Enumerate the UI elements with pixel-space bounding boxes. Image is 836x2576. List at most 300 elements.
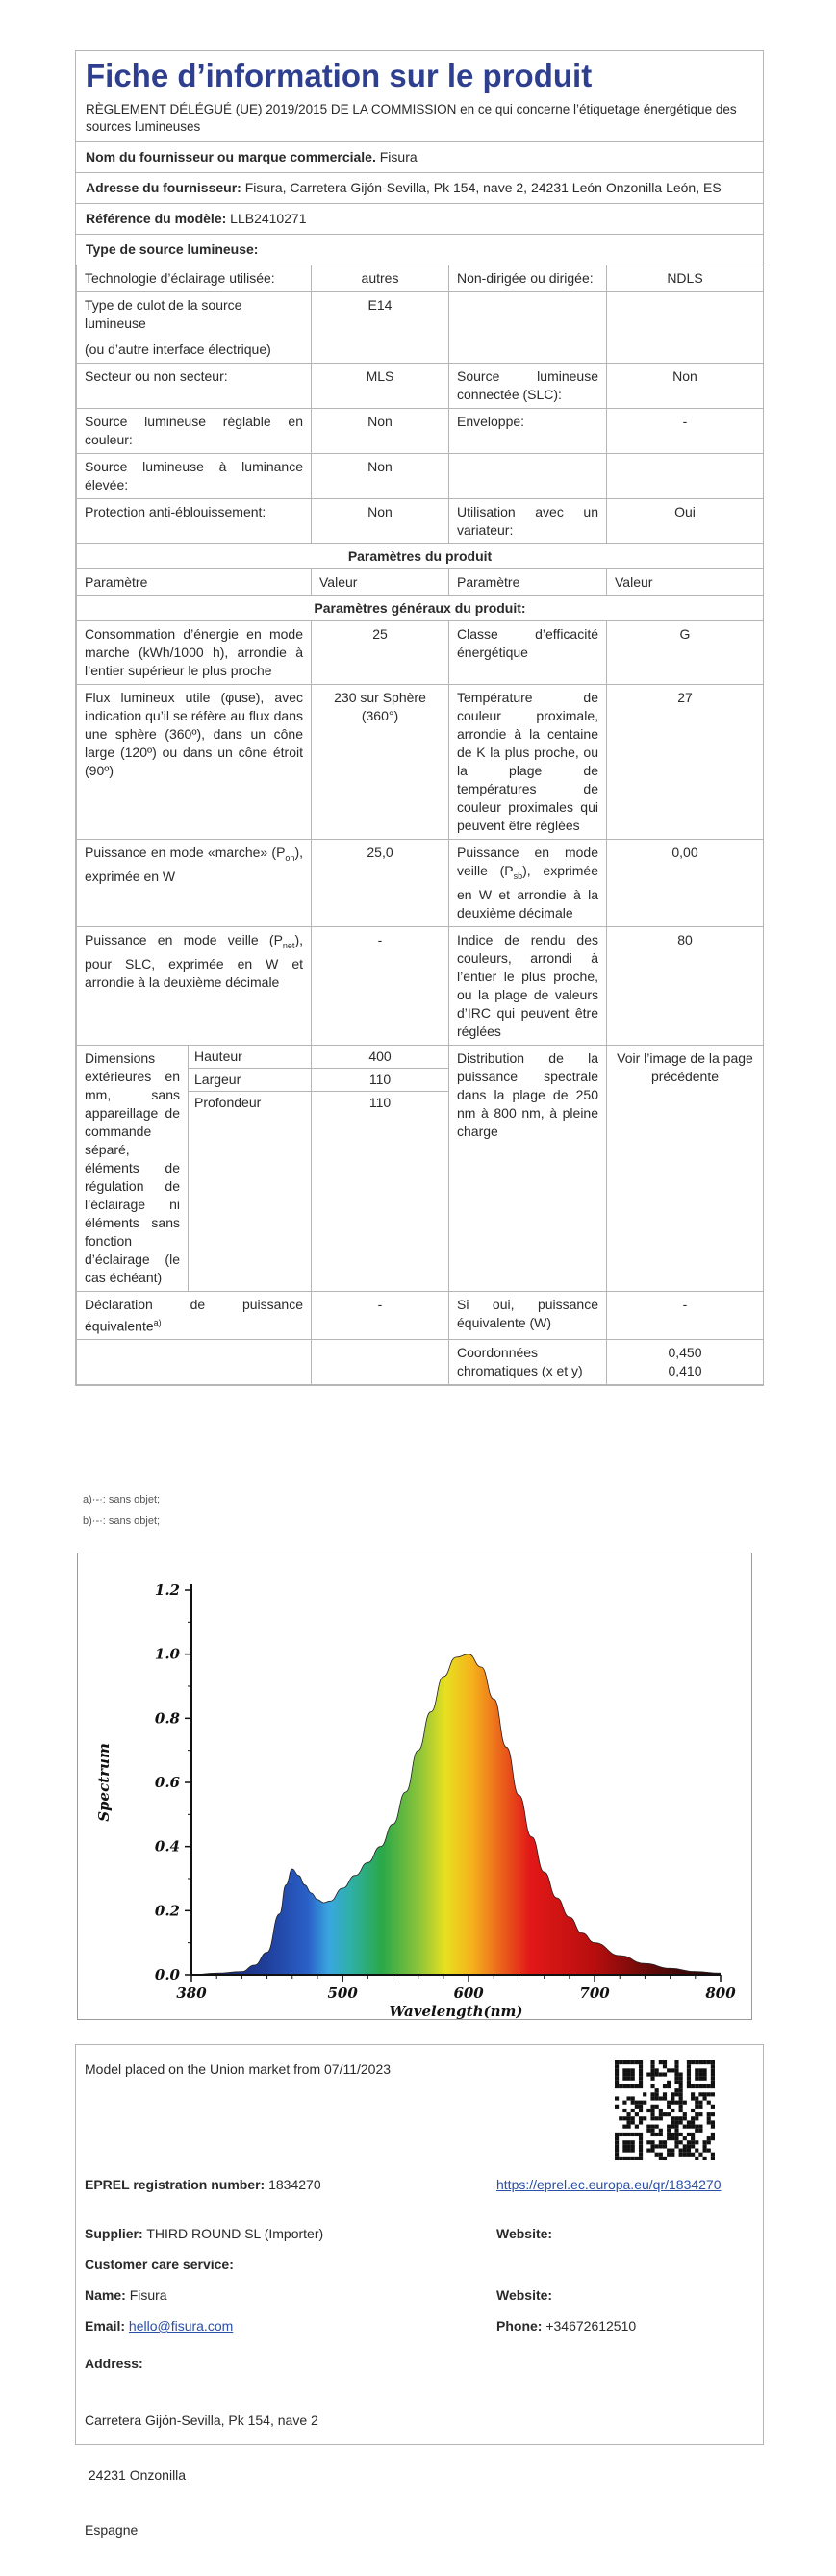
standby-value: 0,00 (607, 840, 764, 927)
y-tick-label: 1.2 (154, 1581, 180, 1599)
address-line: Espagne (85, 2522, 139, 2538)
efficiency-class-value: G (607, 621, 764, 685)
y-tick-label: 0.0 (154, 1966, 180, 1983)
qr-module (671, 2133, 674, 2136)
source-label: Non-dirigée ou dirigée: (449, 265, 607, 292)
qr-module (622, 2157, 626, 2160)
qr-module (695, 2096, 698, 2100)
qr-module (615, 2133, 619, 2136)
qr-module (691, 2116, 695, 2120)
qr-module (619, 2116, 622, 2120)
qr-module (663, 2092, 667, 2096)
source-label: Technologie d’éclairage utilisée: (77, 265, 312, 292)
cri-label: Indice de rendu des couleurs, arrondi à l’entier le plus proche, ou la plage de valeurs d’IRC qui peuvent être réglées (449, 926, 607, 1045)
qr-module (679, 2116, 683, 2120)
model-reference-value: LLB2410271 (230, 211, 307, 226)
qr-module (626, 2125, 630, 2129)
qr-module (671, 2101, 674, 2105)
table-row (77, 926, 764, 1045)
table-row (77, 685, 764, 840)
regulation-subtitle: RÈGLEMENT DÉLÉGUÉ (UE) 2019/2015 DE LA COMMISSION en ce qui concerne l’étiquetage énergétique des sources lumineuses (86, 102, 737, 134)
qr-module (650, 2060, 654, 2064)
qr-module (711, 2125, 715, 2129)
qr-module (639, 2140, 643, 2144)
qr-module (622, 2060, 626, 2064)
qr-module (667, 2068, 671, 2072)
qr-module (698, 2092, 702, 2096)
customer-care-label: Customer care service: (85, 2257, 234, 2272)
qr-module (659, 2144, 663, 2148)
qr-module (659, 2133, 663, 2136)
qr-module (695, 2077, 698, 2081)
qr-module (655, 2125, 659, 2129)
supplier-label: Supplier: (85, 2226, 143, 2241)
table-row (77, 621, 764, 685)
qr-module (643, 2101, 646, 2105)
qr-module (659, 2129, 663, 2133)
qr-module (687, 2064, 691, 2068)
qr-module (698, 2112, 702, 2116)
qr-module (695, 2149, 698, 2153)
label-subscript: net (282, 940, 295, 950)
supplier-value: THIRD ROUND SL (Importer) (146, 2226, 324, 2241)
qr-module (679, 2140, 683, 2144)
label-text: ), exprimée en W et arrondie à la deuxième décimale (457, 863, 598, 921)
source-value: Non (312, 409, 449, 454)
qr-code[interactable] (615, 2060, 715, 2160)
qr-module (691, 2060, 695, 2064)
qr-module (655, 2096, 659, 2100)
qr-module (711, 2060, 715, 2064)
website-label: Website: (496, 2287, 553, 2303)
qr-module (626, 2060, 630, 2064)
qr-module (711, 2081, 715, 2084)
qr-module (659, 2157, 663, 2160)
qr-module (619, 2133, 622, 2136)
qr-module (650, 2125, 654, 2129)
qr-module (698, 2125, 702, 2129)
eprel-registration-value: 1834270 (268, 2177, 321, 2192)
source-type-heading: Type de source lumineuse: (86, 241, 259, 257)
label-text: Puissance en mode veille (P (457, 845, 598, 878)
qr-module (671, 2149, 674, 2153)
qr-module (619, 2157, 622, 2160)
qr-module (687, 2081, 691, 2084)
qr-module (698, 2153, 702, 2157)
qr-module (639, 2153, 643, 2157)
qr-module (687, 2144, 691, 2148)
qr-module (655, 2133, 659, 2136)
address-line: 24231 Onzonilla (85, 2467, 187, 2483)
qr-module (626, 2116, 630, 2120)
address-label: Address: (85, 2356, 143, 2371)
qr-module (659, 2116, 663, 2120)
qr-module (691, 2096, 695, 2100)
qr-module (703, 2092, 707, 2096)
qr-module (639, 2105, 643, 2109)
table-row (77, 265, 764, 292)
qr-module (639, 2084, 643, 2088)
qr-module (639, 2068, 643, 2072)
qr-module (674, 2136, 678, 2140)
source-value: - (607, 409, 764, 454)
height-label: Hauteur (189, 1046, 311, 1069)
qr-module (674, 2116, 678, 2120)
qr-module (703, 2149, 707, 2153)
qr-module (679, 2084, 683, 2088)
footnotes (83, 1489, 160, 1531)
qr-module (698, 2105, 702, 2109)
y-axis-label: Spectrum (95, 1743, 113, 1822)
qr-module (631, 2096, 635, 2100)
x-tick-label: 800 (705, 1984, 736, 2002)
qr-module (650, 2144, 654, 2148)
qr-module (622, 2072, 626, 2076)
qr-module (695, 2116, 698, 2120)
email-link[interactable]: hello@fisura.com (128, 2318, 234, 2334)
column-header-value: Valeur (607, 569, 764, 596)
qr-module (650, 2129, 654, 2133)
qr-module (635, 2084, 639, 2088)
qr-module (615, 2105, 619, 2109)
qr-module (659, 2096, 663, 2100)
qr-module (711, 2068, 715, 2072)
supplier-address-value: Fisura, Carretera Gijón-Sevilla, Pk 154, nave 2, 24231 León Onzonilla León, ES (244, 180, 722, 195)
qr-module (650, 2116, 654, 2120)
contact-phone (496, 2317, 636, 2336)
depth-value: 110 (368, 1094, 392, 1110)
width-value: 110 (312, 1069, 448, 1092)
qr-module (679, 2077, 683, 2081)
qr-module (698, 2077, 702, 2081)
empty-cell (449, 454, 607, 499)
qr-module (695, 2060, 698, 2064)
qr-module (631, 2157, 635, 2160)
qr-module (679, 2092, 683, 2096)
qr-module (631, 2077, 635, 2081)
website-label: Website: (496, 2226, 553, 2241)
empty-cell (607, 292, 764, 364)
contact-email (85, 2317, 233, 2336)
qr-module (679, 2088, 683, 2092)
qr-module (671, 2109, 674, 2112)
source-label: Source lumineuse réglable en couleur: (77, 409, 312, 454)
qr-module (650, 2109, 654, 2112)
qr-module (695, 2084, 698, 2088)
spectrum-svg (78, 1553, 751, 2019)
qr-module (698, 2101, 702, 2105)
qr-module (626, 2133, 630, 2136)
cap-type-note: (ou d’autre interface électrique) (85, 341, 271, 357)
equivalent-label (77, 1291, 312, 1340)
qr-module (674, 2064, 678, 2068)
qr-module (679, 2101, 683, 2105)
qr-module (671, 2120, 674, 2124)
qr-module (667, 2129, 671, 2133)
qr-module (687, 2068, 691, 2072)
qr-module (695, 2140, 698, 2144)
table-row (77, 364, 764, 409)
source-value: MLS (312, 364, 449, 409)
qr-module (667, 2112, 671, 2116)
qr-module (659, 2109, 663, 2112)
qr-module (674, 2144, 678, 2148)
qr-module (615, 2144, 619, 2148)
qr-module (674, 2140, 678, 2144)
qr-module (667, 2149, 671, 2153)
empty-cell (607, 454, 764, 499)
dimensions-label: Dimensions extérieures en mm, sans appareillage de commande séparé, éléments de régulation de l’éclairage ni éléments sans fonction d’éclairage (le cas échéant) (77, 1045, 189, 1291)
table-row (77, 544, 764, 569)
qr-module (663, 2060, 667, 2064)
qr-module (707, 2120, 711, 2124)
qr-module (703, 2068, 707, 2072)
source-label: Source lumineuse à luminance élevée: (77, 454, 312, 499)
chromaticity-y: 0,410 (668, 1363, 702, 1379)
source-value: autres (312, 265, 449, 292)
qr-module (667, 2084, 671, 2088)
qr-module (635, 2105, 639, 2109)
qr-module (703, 2157, 707, 2160)
qr-module (683, 2136, 687, 2140)
qr-module (695, 2101, 698, 2105)
qr-module (650, 2064, 654, 2068)
qr-module (671, 2068, 674, 2072)
column-header-param: Paramètre (77, 569, 312, 596)
qr-module (650, 2068, 654, 2072)
qr-module (615, 2136, 619, 2140)
qr-module (698, 2129, 702, 2133)
consumption-value: 25 (312, 621, 449, 685)
qr-module (631, 2120, 635, 2124)
qr-module (698, 2072, 702, 2076)
qr-module (707, 2060, 711, 2064)
y-tick-label: 1.0 (154, 1645, 180, 1663)
qr-module (667, 2133, 671, 2136)
footnote-marker: a) (153, 1317, 162, 1327)
qr-module (639, 2060, 643, 2064)
qr-module (655, 2088, 659, 2092)
qr-module (687, 2153, 691, 2157)
qr-module (615, 2077, 619, 2081)
qr-module (626, 2084, 630, 2088)
empty-cell (77, 1340, 312, 1385)
qr-module (695, 2072, 698, 2076)
qr-module (707, 2092, 711, 2096)
qr-module (687, 2125, 691, 2129)
column-header-param: Paramètre (449, 569, 607, 596)
height-value: 400 (312, 1046, 448, 1069)
qr-module (667, 2101, 671, 2105)
page-title: Fiche d’information sur le produit (86, 58, 593, 93)
qr-module (707, 2084, 711, 2088)
qr-module (711, 2105, 715, 2109)
y-tick-label: 0.8 (154, 1709, 180, 1728)
qr-module (667, 2105, 671, 2109)
qr-module (667, 2153, 671, 2157)
qr-module (622, 2077, 626, 2081)
qr-module (639, 2136, 643, 2140)
qr-module (711, 2133, 715, 2136)
qr-module (711, 2112, 715, 2116)
qr-module (646, 2125, 650, 2129)
phone-label: Phone: (496, 2318, 543, 2334)
label-text: ), pour SLC, exprimée en W et arrondie à la deuxième décimale (85, 931, 303, 990)
general-params-heading: Paramètres généraux du produit: (77, 596, 764, 621)
qr-module (650, 2105, 654, 2109)
qr-module (674, 2120, 678, 2124)
label-text: Puissance en mode «marche» (P (85, 845, 286, 860)
qr-module (687, 2140, 691, 2144)
networked-standby-value: - (312, 926, 449, 1045)
qr-module (622, 2133, 626, 2136)
qr-module (674, 2060, 678, 2064)
qr-module (683, 2125, 687, 2129)
qr-module (622, 2109, 626, 2112)
x-tick-label: 380 (176, 1984, 207, 2002)
qr-module (622, 2116, 626, 2120)
chromaticity-value (607, 1340, 764, 1385)
qr-module (626, 2096, 630, 2100)
footnote: a)·-·: sans objet; (83, 1494, 161, 1505)
qr-module (711, 2153, 715, 2157)
label-text: Déclaration de puissance équivalente (85, 1296, 303, 1334)
qr-module (687, 2084, 691, 2088)
qr-module (687, 2060, 691, 2064)
supplier-name-label: Nom du fournisseur ou marque commerciale. (86, 149, 376, 164)
product-info-sheet (75, 50, 764, 1386)
qr-module (674, 2068, 678, 2072)
supplier-name-value: Fisura (379, 149, 418, 164)
qr-module (667, 2125, 671, 2129)
qr-module (687, 2077, 691, 2081)
qr-module (659, 2153, 663, 2157)
qr-module (631, 2072, 635, 2076)
qr-module (626, 2149, 630, 2153)
on-power-value: 25,0 (312, 840, 449, 927)
spectral-label: Distribution de la puissance spectrale dans la plage de 250 nm à 800 nm, à pleine charge (449, 1045, 607, 1291)
cap-type-label: Type de culot de la source lumineuse (85, 297, 242, 331)
qr-module (671, 2153, 674, 2157)
qr-module (683, 2149, 687, 2153)
qr-module (687, 2120, 691, 2124)
qr-module (711, 2077, 715, 2081)
depth-label: Profondeur (194, 1094, 262, 1110)
qr-module (615, 2064, 619, 2068)
qr-module (698, 2084, 702, 2088)
qr-module (650, 2084, 654, 2088)
qr-module (615, 2153, 619, 2157)
networked-standby-label (77, 926, 312, 1045)
y-tick-label: 0.4 (154, 1837, 180, 1856)
spectrum-chart (77, 1553, 752, 2020)
name-label: Name: (85, 2287, 126, 2303)
qr-module (663, 2112, 667, 2116)
qr-module (650, 2096, 654, 2100)
width-label: Largeur (189, 1069, 311, 1092)
qr-module (674, 2072, 678, 2076)
equivalent-power-value: - (607, 1291, 764, 1340)
address-block (85, 2375, 318, 2576)
empty-cell (312, 1340, 449, 1385)
qr-module (667, 2136, 671, 2140)
eprel-link[interactable]: https://eprel.ec.europa.eu/qr/1834270 (496, 2177, 722, 2192)
qr-module (615, 2084, 619, 2088)
qr-module (663, 2140, 667, 2144)
empty-cell (449, 292, 607, 364)
qr-module (631, 2101, 635, 2105)
qr-module (635, 2157, 639, 2160)
model-reference-row (76, 204, 763, 235)
qr-module (691, 2084, 695, 2088)
qr-module (646, 2140, 650, 2144)
qr-module (703, 2084, 707, 2088)
efficiency-class-label: Classe d’efficacité énergétique (449, 621, 607, 685)
qr-module (622, 2149, 626, 2153)
name-value: Fisura (129, 2287, 167, 2303)
qr-module (671, 2136, 674, 2140)
qr-module (711, 2120, 715, 2124)
qr-module (695, 2129, 698, 2133)
x-tick-label: 700 (579, 1984, 610, 2002)
qr-module (639, 2149, 643, 2153)
eprel-registration (85, 2176, 321, 2194)
cct-label: Température de couleur proximale, arrondie à la centaine de K la plus proche, ou la plage de températures de couleur proximales qui peuvent être réglées (449, 685, 607, 840)
qr-module (663, 2072, 667, 2076)
spectral-value: Voir l’image de la page précédente (607, 1045, 764, 1291)
qr-module (650, 2112, 654, 2116)
qr-module (639, 2157, 643, 2160)
qr-module (619, 2084, 622, 2088)
qr-module (635, 2125, 639, 2129)
footnote: b)·-·: sans objet; (83, 1515, 161, 1527)
qr-module (643, 2116, 646, 2120)
qr-module (674, 2129, 678, 2133)
qr-module (626, 2144, 630, 2148)
qr-module (663, 2084, 667, 2088)
qr-module (626, 2120, 630, 2124)
consumption-label: Consommation d’énergie en mode marche (kWh/1000 h), arrondie à l’entier supérieur le plus proche (77, 621, 312, 685)
qr-module (650, 2140, 654, 2144)
qr-module (674, 2077, 678, 2081)
qr-module (679, 2133, 683, 2136)
qr-module (650, 2077, 654, 2081)
qr-module (703, 2096, 707, 2100)
qr-module (659, 2140, 663, 2144)
qr-module (703, 2140, 707, 2144)
equivalent-power-label: Si oui, puissance équivalente (W) (449, 1291, 607, 1340)
qr-module (679, 2081, 683, 2084)
source-label: Protection anti-éblouissement: (77, 499, 312, 544)
qr-module (663, 2144, 667, 2148)
qr-module (671, 2096, 674, 2100)
equivalent-value: - (312, 1291, 449, 1340)
qr-module (655, 2105, 659, 2109)
qr-module (646, 2129, 650, 2133)
qr-module (663, 2096, 667, 2100)
qr-module (687, 2149, 691, 2153)
qr-module (635, 2060, 639, 2064)
qr-module (679, 2096, 683, 2100)
qr-module (674, 2133, 678, 2136)
qr-module (707, 2101, 711, 2105)
source-label: Enveloppe: (449, 409, 607, 454)
qr-module (674, 2088, 678, 2092)
qr-module (698, 2068, 702, 2072)
qr-module (674, 2125, 678, 2129)
qr-module (687, 2072, 691, 2076)
qr-module (631, 2149, 635, 2153)
